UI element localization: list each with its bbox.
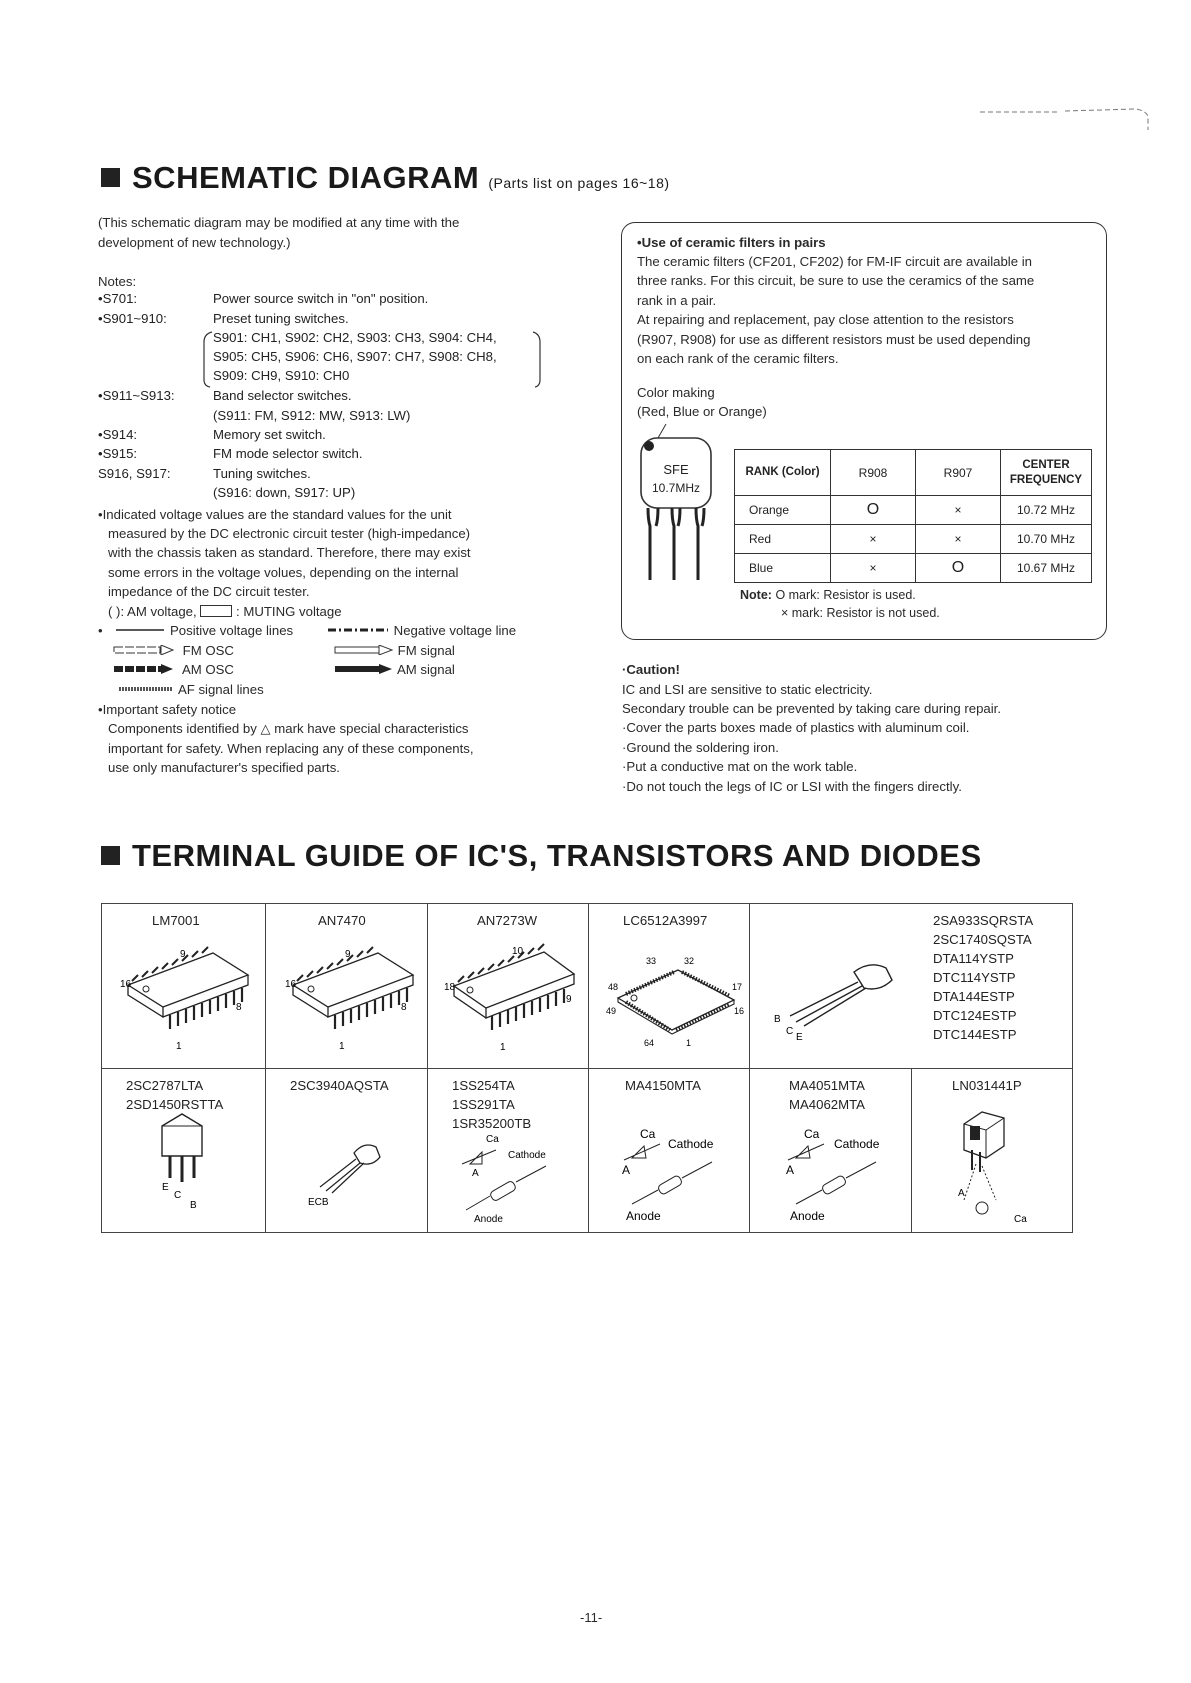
cell-lc6512a3997: LC6512A3997 — [589, 904, 750, 1069]
pin-label: 10 — [512, 946, 524, 957]
heading-square-icon — [101, 168, 120, 187]
note-value: Power source switch in "on" position. — [213, 291, 429, 306]
ceramic-para1-2: three ranks. For this circuit, be sure to use the ceramics of the same — [637, 273, 1035, 288]
legend-fm-signal: FM signal — [334, 641, 455, 660]
pin-label: 49 — [606, 1006, 617, 1016]
table-row: Orange O × 10.72 MHz — [735, 496, 1092, 525]
voltage-note-2: measured by the DC electronic circuit tester (high-impedance) — [108, 526, 471, 541]
pin-label: E — [162, 1182, 169, 1193]
note-s911 — [98, 388, 352, 403]
pin-label: 64 — [644, 1038, 655, 1048]
note-key: •S911~S913: — [98, 388, 175, 403]
cell-2sc2787: 2SC2787LTA 2SD1450RSTTA — [102, 1069, 266, 1232]
caution-line-6: ·Do not touch the legs of IC or LSI with the fingers directly. — [622, 779, 962, 794]
pin-label: 9 — [345, 949, 351, 960]
bracket-icon — [200, 330, 545, 390]
legend-am-voltage: ( ): AM voltage, : MUTING voltage — [108, 604, 342, 619]
ceramic-title: •Use of ceramic filters in pairs — [637, 235, 826, 250]
note-key: S916, S917: — [98, 466, 171, 481]
pin-label: Ca — [804, 1127, 820, 1141]
note-s916 — [98, 466, 311, 481]
am-osc-arrow-icon — [113, 664, 179, 674]
ceramic-para1-3: rank in a pair. — [637, 293, 717, 308]
color-making-title: Color making — [637, 385, 715, 400]
note-s914 — [98, 427, 326, 442]
pin-label: 16 — [120, 979, 132, 990]
note-value: Memory set switch. — [213, 427, 326, 442]
transistor-power-drawing — [148, 1112, 228, 1212]
pin-label: Anode — [626, 1209, 661, 1223]
transistor-small-drawing — [300, 1135, 400, 1215]
rank-table-header — [735, 450, 1092, 496]
caution-line-3: ·Cover the parts boxes made of plastics with aluminum coil. — [622, 720, 970, 735]
pin-label: Ca — [640, 1127, 656, 1141]
page-number: -11- — [580, 1610, 603, 1625]
ceramic-filter-drawing — [636, 422, 716, 582]
pin-label: 9 — [566, 994, 572, 1005]
voltage-note-4: some errors in the voltage volues, depending on the internal — [108, 565, 459, 580]
safety-line-1: Components identified by △ mark have special characteristics — [108, 721, 469, 736]
ic-qfp-drawing — [606, 950, 746, 1050]
note-key: •S914: — [98, 427, 138, 442]
notes-title: Notes: — [98, 274, 137, 289]
note-s901 — [98, 311, 349, 326]
note-key: •S915: — [98, 446, 138, 461]
cell-an7273w: AN7273W — [428, 904, 589, 1069]
terminal-title: TERMINAL GUIDE OF IC'S, TRANSISTORS AND DIODES — [132, 838, 982, 873]
note-s701 — [98, 291, 428, 306]
safety-line-3: use only manufacturer's specified parts. — [108, 760, 340, 775]
ic-dip-lm7001-drawing — [118, 945, 258, 1055]
fm-signal-arrow-icon — [334, 645, 394, 655]
caution-line-1: IC and LSI are sensitive to static electricity. — [622, 682, 873, 697]
pin-label: A — [472, 1168, 479, 1179]
pin-label: Anode — [474, 1214, 503, 1225]
af-signal-line-icon — [117, 685, 175, 693]
am-signal-arrow-icon — [334, 664, 394, 674]
schematic-title: SCHEMATIC DIAGRAM — [132, 160, 480, 195]
cell-an7470: AN7470 — [266, 904, 428, 1069]
note-band — [98, 408, 410, 423]
pin-label: 1 — [176, 1041, 182, 1052]
sfe-label: SFE — [663, 462, 689, 477]
header-center-frequency: CENTER FREQUENCY — [1001, 450, 1092, 496]
pin-label: B — [190, 1200, 197, 1211]
note-value: Tuning switches. — [213, 466, 311, 481]
legend-am-osc: AM OSC — [113, 660, 234, 679]
cell-ma4150: MA4150MTA — [589, 1069, 750, 1232]
intro-line-2: development of new technology.) — [98, 235, 291, 250]
sfe-label-group — [641, 460, 711, 498]
diode-ma4051-drawing — [784, 1126, 894, 1226]
pin-label: Cathode — [668, 1137, 714, 1151]
ceramic-para2-1: At repairing and replacement, pay close attention to the resistors — [637, 312, 1014, 327]
transistor-to92-drawing — [770, 952, 920, 1042]
pin-label: Cathode — [834, 1137, 880, 1151]
caution-line-4: ·Ground the soldering iron. — [622, 740, 779, 755]
diode-1ss254-drawing — [456, 1130, 566, 1225]
muting-box-icon — [200, 605, 232, 617]
ic-dip-an7470-drawing — [283, 945, 423, 1055]
pin-label: 16 — [734, 1006, 745, 1016]
pin-label: Ca — [1014, 1214, 1027, 1225]
pin-label: 17 — [732, 982, 743, 992]
note-value: (S916: down, S917: UP) — [213, 485, 356, 500]
pin-label: A — [622, 1163, 631, 1177]
cell-transistors: 2SA933SQRSTA 2SC1740SQSTA DTA114YSTP DTC114YSTP DTA144ESTP DTC124ESTP DTC144ESTP — [750, 904, 1072, 1069]
pin-label: 8 — [236, 1002, 242, 1013]
pin-label: A — [958, 1188, 965, 1199]
schematic-heading — [101, 160, 670, 196]
note-value: (S911: FM, S912: MW, S913: LW) — [213, 408, 411, 423]
pin-label: 1 — [500, 1042, 506, 1052]
legend-positive: • Positive voltage lines — [98, 623, 294, 638]
note-s915 — [98, 446, 363, 461]
note-value: S909: CH9, S910: CH0 — [213, 368, 350, 383]
pin-label: E — [796, 1032, 803, 1042]
note-used: Note: O mark: Resistor is used. — [740, 588, 916, 602]
pin-label: C — [174, 1190, 182, 1201]
legend-af-signal: AF signal lines — [117, 680, 264, 699]
safety-title: •Important safety notice — [98, 702, 237, 717]
parts-ref: (Parts list on pages 16~18) — [488, 175, 670, 191]
cell-ln031441p: LN031441P — [952, 1078, 1022, 1093]
note-not-used: × mark: Resistor is not used. — [781, 606, 940, 620]
pin-label: A — [786, 1163, 795, 1177]
note-label: Note: — [740, 588, 772, 602]
pin-label: ECB — [308, 1197, 329, 1208]
pin-label: 18 — [444, 982, 456, 993]
heading-square-icon — [101, 846, 120, 865]
pin-label: 1 — [686, 1038, 692, 1048]
pin-label: 8 — [401, 1002, 407, 1013]
rank-table — [734, 449, 1092, 583]
note-value: S905: CH5, S906: CH6, S907: CH7, S908: CH8, — [213, 349, 497, 364]
table-row: Red × × 10.70 MHz — [735, 525, 1092, 554]
voltage-note-5: impedance of the DC circuit tester. — [108, 584, 310, 599]
ceramic-para2-2: (R907, R908) for use as different resistors must be used depending — [637, 332, 1031, 347]
safety-line-2: important for safety. When replacing any of these components, — [108, 741, 474, 756]
pin-label: 33 — [646, 956, 657, 966]
caution-title: ·Caution! — [622, 662, 680, 677]
header-rank: RANK (Color) — [735, 450, 831, 496]
note-tuning — [98, 485, 355, 500]
ic-dip-an7273w-drawing — [444, 942, 584, 1052]
legend-am-signal: AM signal — [334, 660, 455, 679]
terminal-heading — [101, 838, 982, 874]
pin-label: 32 — [684, 956, 695, 966]
pin-label: Anode — [790, 1209, 825, 1223]
pin-label: B — [774, 1014, 781, 1025]
caution-line-5: ·Put a conductive mat on the work table. — [622, 759, 858, 774]
sfe-freq: 10.7MHz — [651, 481, 701, 495]
note-key: •S901~910: — [98, 311, 167, 326]
color-making-sub: (Red, Blue or Orange) — [637, 404, 767, 419]
caution-line-2: Secondary trouble can be prevented by taking care during repair. — [622, 701, 1002, 716]
pin-label: Ca — [486, 1134, 499, 1145]
header-r908: R908 — [831, 450, 916, 496]
pin-label: 48 — [608, 982, 619, 992]
diode-ma4150-drawing — [620, 1126, 730, 1226]
pin-label: C — [786, 1026, 794, 1037]
note-value: S901: CH1, S902: CH2, S903: CH3, S904: CH4, — [213, 330, 497, 345]
ceramic-para2-3: on each rank of the ceramic filters. — [637, 351, 839, 366]
legend-fm-osc: FM OSC — [113, 641, 234, 660]
note-key: •S701: — [98, 291, 138, 306]
pin-label: 16 — [285, 979, 297, 990]
scan-artifact — [960, 104, 1160, 164]
table-row: Blue × O 10.67 MHz — [735, 554, 1092, 583]
fm-osc-arrow-icon — [113, 645, 179, 655]
header-r907: R907 — [916, 450, 1001, 496]
note-value: Band selector switches. — [213, 388, 352, 403]
voltage-note-3: with the chassis taken as standard. Therefore, there may exist — [108, 545, 471, 560]
cell-2sc3940: 2SC3940AQSTA — [266, 1069, 428, 1232]
voltage-note-1: •Indicated voltage values are the standard values for the unit — [98, 507, 452, 522]
note-value: Preset tuning switches. — [213, 311, 349, 326]
negative-line-icon — [326, 626, 390, 634]
cell-ma4051: MA4051MTA MA4062MTA — [750, 1069, 912, 1232]
legend-negative: Negative voltage line — [326, 621, 516, 640]
positive-line-icon — [106, 626, 166, 634]
led-ln031441p-drawing — [952, 1104, 1042, 1234]
cell-1ss254: 1SS254TA 1SS291TA 1SR35200TB — [428, 1069, 589, 1232]
cell-lm7001: LM7001 — [102, 904, 266, 1069]
note-value: FM mode selector switch. — [213, 446, 363, 461]
pin-label: 1 — [339, 1041, 345, 1052]
intro-line-1: (This schematic diagram may be modified at any time with the — [98, 215, 460, 230]
pin-label: 9 — [180, 949, 186, 960]
pin-label: Cathode — [508, 1150, 546, 1161]
ceramic-para1-1: The ceramic filters (CF201, CF202) for FM-IF circuit are available in — [637, 254, 1033, 269]
